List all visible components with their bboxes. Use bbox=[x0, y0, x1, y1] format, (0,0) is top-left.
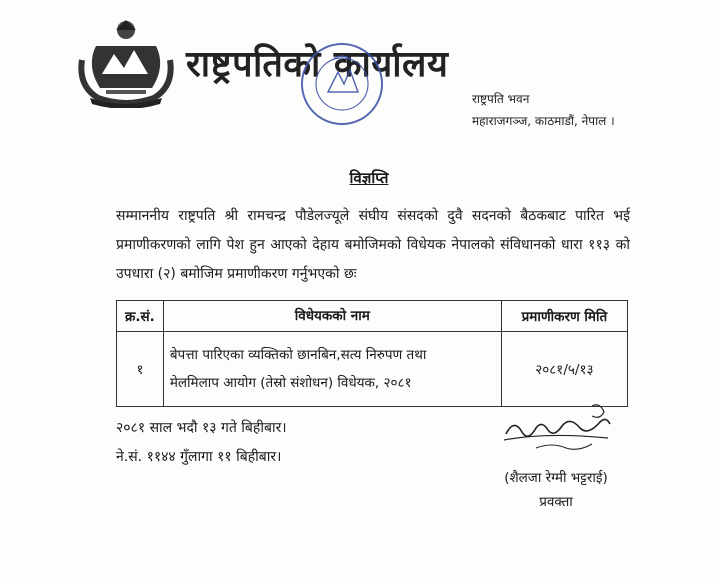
bills-table bbox=[116, 300, 628, 407]
header-serial: क्र.सं. bbox=[117, 301, 164, 332]
header-bill-name: विधेयकको नाम bbox=[163, 301, 501, 332]
signatory-name: (शैलजा रेग्मी भट्टराई) bbox=[504, 470, 608, 486]
table-row bbox=[117, 332, 628, 407]
notice-body: सम्माननीय राष्ट्रपति श्री रामचन्द्र पौडेलज्यूले संघीय संसदको दुवै सदनको बैठकबाट पारित भई प्रमाणीकरणको लागि पेश हुन आएको देहाय बमोजिमको विधेयक नेपालको संविधानको धारा ११३ को उपधारा (२) बमोजिम प्रमाणीकरण गर्नुभएको छः bbox=[116, 208, 630, 282]
address-line-2: महाराजगञ्ज, काठमाडौं, नेपाल । bbox=[472, 114, 615, 128]
bill-name-line-2: मेलमिलाप आयोग (तेस्रो संशोधन) विधेयक, २०८१ bbox=[169, 375, 412, 391]
office-seal-stamp-icon bbox=[292, 40, 392, 128]
issue-dates bbox=[116, 414, 287, 472]
table-header-row bbox=[117, 301, 628, 332]
office-address bbox=[472, 88, 615, 132]
row-bill-name bbox=[163, 332, 501, 407]
row-certification-date: २०८१/५/१३ bbox=[501, 332, 627, 407]
header-certification-date: प्रमाणीकरण मिति bbox=[501, 301, 627, 332]
signatory-block bbox=[486, 466, 626, 514]
date-bikram-sambat: २०८१ साल भदौ १३ गते बिहीबार। bbox=[116, 420, 287, 436]
bill-name-line-1: बेपत्ता पारिएका व्यक्तिको छानबिन,सत्य निरुपण तथा bbox=[169, 347, 427, 363]
address-line-1: राष्ट्रपति भवन bbox=[472, 92, 530, 106]
row-serial: १ bbox=[117, 332, 164, 407]
nepal-coat-of-arms-icon bbox=[76, 16, 176, 108]
handwritten-signature-icon bbox=[496, 398, 616, 454]
notice-heading: विज्ञप्ति bbox=[349, 169, 389, 187]
date-nepal-sambat: ने.सं. ११४४ गुँलागा ११ बिहीबार। bbox=[116, 449, 282, 465]
signatory-title: प्रवक्ता bbox=[539, 494, 573, 510]
office-title: राष्ट्रपतिको कार्यालय bbox=[186, 44, 449, 85]
